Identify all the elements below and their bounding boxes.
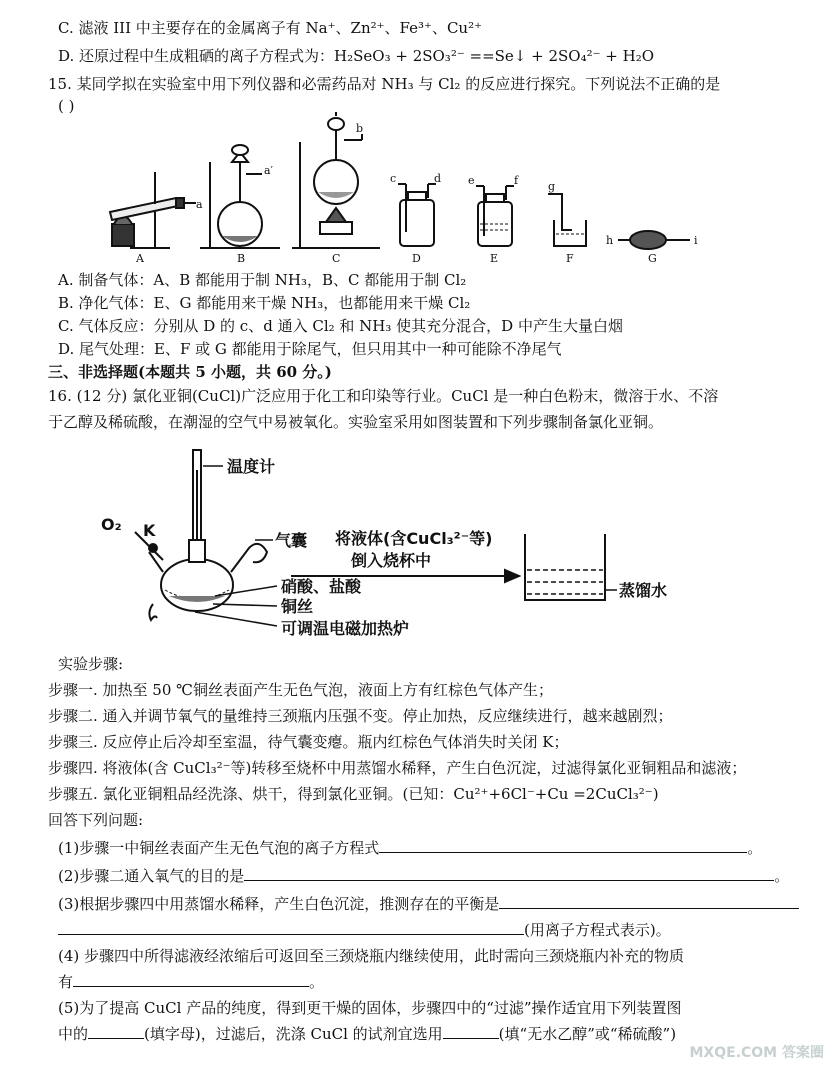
answer-blank-3b[interactable] — [58, 920, 524, 935]
q15-option-d: D. 尾气处理：E、F 或 G 都能用于除尾气，但只用其中一种可能除不净尾气 — [58, 340, 562, 358]
port-label-f: f — [514, 174, 519, 187]
apparatus-a — [110, 172, 196, 248]
period-2: 。 — [774, 867, 790, 885]
port-label-h: h — [606, 234, 614, 247]
port-label-c: c — [390, 172, 397, 185]
q15-option-b: B. 净化气体：E、G 都能用来干燥 NH₃，也都能用来干燥 Cl₂ — [58, 294, 471, 312]
port-label-a: a — [196, 198, 203, 211]
sub-question-2-text: (2)步骤二通入氧气的目的是 — [58, 867, 245, 885]
apparatus-e — [476, 186, 514, 246]
sub-question-3-suffix: (用离子方程式表示)。 — [524, 921, 671, 939]
step-two: 步骤二. 通入并调节氧气的量维持三颈瓶内压强不变。停止加热，反应继续进行，越来越剧烈； — [48, 707, 673, 725]
label-e: E — [490, 252, 499, 265]
apparatus-c — [292, 112, 380, 248]
sub-question-4-line2 — [58, 972, 324, 992]
q15-stem-line2: ( ) — [58, 97, 75, 115]
period-1: 。 — [747, 839, 763, 857]
fig-label-o2: O₂ — [101, 515, 122, 534]
sub-question-4-line1: (4) 步骤四中所得滤液经浓缩后可返回至三颈烧瓶内继续使用，此时需向三颈烧瓶内补充的物质 — [58, 947, 685, 965]
fig-label-acids: 硝酸、盐酸 — [281, 577, 362, 596]
label-b: B — [237, 252, 246, 265]
answer-blank-3a[interactable] — [499, 894, 799, 909]
answer-blank-5a[interactable] — [88, 1024, 144, 1039]
label-g: G — [648, 252, 657, 265]
apparatus-f — [548, 194, 586, 246]
port-label-b: b — [356, 122, 364, 135]
label-f: F — [566, 252, 574, 265]
sub-question-3-line1 — [58, 894, 799, 914]
section-three-title: 三、非选择题(本题共 5 小题，共 60 分。) — [48, 363, 332, 381]
apparatus-g — [618, 231, 690, 249]
q15-option-c: C. 气体反应：分别从 D 的 c、d 通入 Cl₂ 和 NH₃ 使其充分混合，D 中产生大量白烟 — [58, 317, 623, 335]
watermark: MXQE.COM 答案圈 — [689, 1045, 824, 1061]
beaker — [525, 534, 605, 600]
q16-intro-line1: 16. (12 分) 氯化亚铜(CuCl)广泛应用于化工和印染等行业。CuCl 是一种白色粉末，微溶于水、不溶 — [48, 387, 719, 405]
sub-question-3-text: (3)根据步骤四中用蒸馏水稀释，产生白色沉淀，推测存在的平衡是 — [58, 895, 500, 913]
sub-question-5-middle: (填字母)，过滤后，洗涤 CuCl 的试剂宜选用 — [144, 1025, 443, 1043]
sub-question-5-prefix: 中的 — [58, 1025, 89, 1043]
fig-label-copper: 铜丝 — [281, 597, 314, 616]
q15-stem-line1: 15. 某同学拟在实验室中用下列仪器和必需药品对 NH₃ 与 Cl₂ 的反应进行探究。下列说法不正确的是 — [48, 75, 721, 93]
q16-intro-line2: 于乙醇及稀硫酸，在潮湿的空气中易被氧化。实验室采用如图装置和下列步骤制备氯化亚铜。 — [48, 413, 664, 431]
fig-label-pour-2: 倒入烧杯中 — [351, 551, 432, 570]
fig-label-balloon: 气囊 — [275, 531, 308, 550]
port-label-i: i — [694, 234, 698, 247]
steps-title: 实验步骤: — [58, 655, 124, 673]
sub-question-1 — [58, 838, 762, 858]
label-c: C — [332, 252, 341, 265]
answer-blank-5b[interactable] — [443, 1024, 499, 1039]
q15-apparatus-figure — [100, 112, 720, 272]
sub-question-3-line2 — [58, 920, 671, 940]
apparatus-b — [200, 145, 280, 248]
q15-option-a: A. 制备气体：A、B 都能用于制 NH₃，B、C 都能用于制 Cl₂ — [58, 271, 467, 289]
step-five: 步骤五. 氯化亚铜粗品经洗涤、烘干，得到氯化亚铜。(已知：Cu²⁺+6Cl⁻+Cu =2CuCl₃²⁻) — [48, 785, 659, 803]
sub-question-5-line2 — [58, 1024, 676, 1044]
sub-question-4-prefix: 有 — [58, 973, 74, 991]
sub-question-5-line1: (5)为了提高 CuCl 产品的纯度，得到更干燥的固体，步骤四中的“过滤”操作适宜用下列装置图 — [58, 999, 682, 1017]
sub-question-1-text: (1)步骤一中铜丝表面产生无色气泡的离子方程式 — [58, 839, 380, 857]
label-d: D — [412, 252, 421, 265]
answer-blank-4[interactable] — [73, 972, 309, 987]
answer-blank-1[interactable] — [379, 838, 747, 853]
fig-label-heater: 可调温电磁加热炉 — [281, 619, 410, 638]
gas-balloon — [231, 544, 267, 572]
apparatus-d — [398, 184, 436, 246]
step-one: 步骤一. 加热至 50 ℃铜丝表面产生无色气泡，液面上方有红棕色气体产生； — [48, 681, 553, 699]
sub-question-2 — [58, 866, 789, 886]
port-label-d: d — [434, 172, 442, 185]
sub-question-5-suffix: (填“无水乙醇”或“稀硫酸”) — [498, 1025, 677, 1043]
port-label-e: e — [468, 174, 475, 187]
answer-blank-2[interactable] — [244, 866, 774, 881]
q16-apparatus-figure — [95, 440, 695, 640]
q14-option-d: D. 还原过程中生成粗硒的离子方程式为：H₂SeO₃ + 2SO₃²⁻ ==Se↓ + 2SO₄²⁻ + H₂O — [58, 47, 655, 65]
fig-label-k: K — [143, 521, 156, 540]
fig-label-thermometer: 温度计 — [227, 457, 276, 476]
fig-label-pour-1: 将液体(含CuCl₃²⁻等) — [335, 529, 493, 548]
port-label-a-prime: a′ — [264, 164, 274, 177]
answer-title: 回答下列问题: — [48, 811, 144, 829]
label-a: A — [136, 252, 144, 265]
fig-label-water: 蒸馏水 — [619, 581, 668, 600]
three-neck-flask — [161, 559, 233, 611]
period-4: 。 — [309, 973, 325, 991]
port-label-g: g — [548, 180, 556, 193]
step-four: 步骤四. 将液体(含 CuCl₃²⁻等)转移至烧杯中用蒸馏水稀释，产生白色沉淀，过滤得氯化亚铜粗品和滤液； — [48, 759, 747, 777]
q14-option-c: C. 滤液 III 中主要存在的金属离子有 Na⁺、Zn²⁺、Fe³⁺、Cu²⁺ — [58, 19, 483, 37]
step-three: 步骤三. 反应停止后冷却至室温，待气囊变瘪。瓶内红棕色气体消失时关闭 K； — [48, 733, 569, 751]
